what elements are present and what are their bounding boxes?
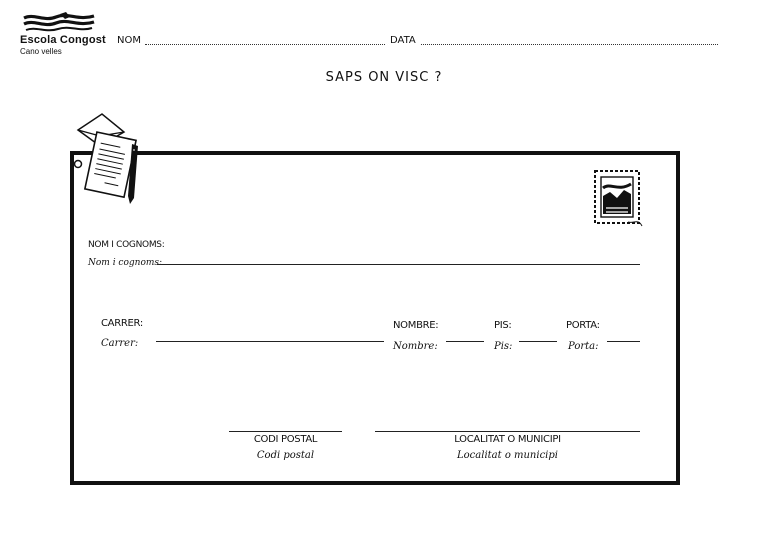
- date-field[interactable]: [421, 44, 718, 45]
- full-name-label: NOM I COGNOMS:: [88, 240, 165, 250]
- full-name-line[interactable]: [157, 264, 640, 265]
- number-label-cursive: Nombre:: [393, 341, 438, 352]
- floor-label-cursive: Pis:: [494, 341, 513, 352]
- town-label-cursive: Localitat o municipi: [457, 450, 558, 461]
- letter-and-pen-icon: [72, 112, 152, 207]
- school-town: Cano velles: [20, 47, 62, 56]
- street-line[interactable]: [156, 341, 384, 342]
- name-field[interactable]: [145, 44, 385, 45]
- full-name-label-cursive: Nom i cognoms:: [88, 258, 163, 268]
- page-title: SAPS ON VISC ?: [325, 70, 443, 85]
- postcode-line[interactable]: [229, 431, 342, 432]
- town-line[interactable]: [375, 431, 640, 432]
- number-line[interactable]: [446, 341, 484, 342]
- school-logo-icon: [20, 12, 98, 34]
- number-label: NOMBRE:: [393, 320, 439, 331]
- floor-label: PIS:: [494, 320, 512, 331]
- name-label: NOM: [117, 35, 141, 46]
- street-label: CARRER:: [101, 318, 143, 329]
- town-label: LOCALITAT O MUNICIPI: [454, 434, 561, 445]
- date-label: DATA: [390, 35, 416, 46]
- school-name: Escola Congost: [20, 34, 106, 46]
- door-label-cursive: Porta:: [568, 341, 599, 352]
- floor-line[interactable]: [519, 341, 557, 342]
- postage-stamp-icon: [592, 168, 644, 230]
- street-label-cursive: Carrer:: [101, 338, 139, 349]
- door-label: PORTA:: [566, 320, 600, 331]
- door-line[interactable]: [607, 341, 640, 342]
- postcode-label: CODI POSTAL: [253, 434, 318, 445]
- postcode-label-cursive: Codi postal: [256, 450, 315, 461]
